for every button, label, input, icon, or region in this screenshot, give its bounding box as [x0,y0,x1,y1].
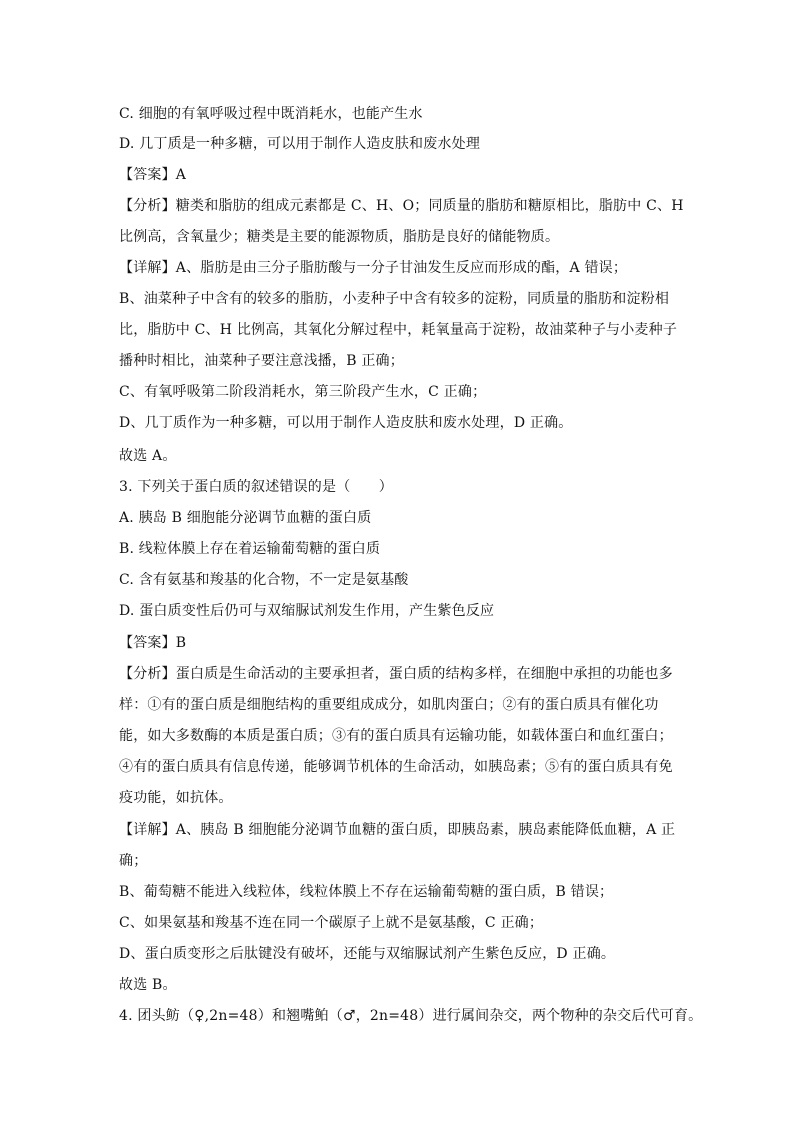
option-c-text: C. 细胞的有氧呼吸过程中既消耗水，也能产生水 [119,106,423,122]
question-3-option-d: D. 蛋白质变性后仍可与双缩脲试剂发生作用，产生紫色反应 [119,603,495,619]
question-3-stem: 3. 下列关于蛋白质的叙述错误的是（ ） [119,479,394,495]
analysis-line: 比例高，含氧量少；糖类是主要的能源物质，脂肪是良好的储能物质。 [119,229,560,245]
explanation-line: D、几丁质作为一种多糖，可以用于制作人造皮肤和废水处理，D 正确。 [119,415,573,431]
explanation-line: B、葡萄糖不能进入线粒体，线粒体膜上不存在运输葡萄糖的蛋白质，B 错误； [119,884,614,900]
conclusion-line: 故选 A。 [119,448,177,464]
analysis-line: 能，如大多数酶的本质是蛋白质；③有的蛋白质具有运输功能，如载体蛋白和血红蛋白； [119,728,673,744]
analysis-line: 【分析】蛋白质是生命活动的主要承担者，蛋白质的结构多样，在细胞中承担的功能也多 [119,666,673,682]
explanation-line: B、油菜种子中含有的较多的脂肪，小麦种子中含有较多的淀粉，同质量的脂肪和淀粉相 [119,291,670,307]
option-d-text: D. 几丁质是一种多糖，可以用于制作人造皮肤和废水处理 [119,136,481,152]
answer-line: 【答案】A [119,167,187,183]
question-4-stem: 4. 团头鲂（♀,2n=48）和翘嘴鲌（♂，2n=48）进行属间杂交，两个物种的杂交后代可育。 [119,1008,703,1024]
question-3-option-a: A. 胰岛 B 细胞能分泌调节血糖的蛋白质 [119,510,372,526]
analysis-line: 疫功能，如抗体。 [119,790,233,806]
question-3-option-c: C. 含有氨基和羧基的化合物，不一定是氨基酸 [119,572,409,588]
explanation-line: 确； [119,853,148,869]
conclusion-line: 故选 B。 [119,977,177,993]
analysis-line: 样：①有的蛋白质是细胞结构的重要组成成分，如肌肉蛋白；②有的蛋白质具有催化功 [119,697,659,713]
explanation-line: 比，脂肪中 C、H 比例高，其氧化分解过程中，耗氧量高于淀粉，故油菜种子与小麦种子 [119,322,678,338]
analysis-line: ④有的蛋白质具有信息传递，能够调节机体的生命活动，如胰岛素；⑤有的蛋白质具有免 [119,759,673,775]
analysis-line: 【分析】糖类和脂肪的组成元素都是 C、H、O；同质量的脂肪和糖原相比，脂肪中 C、H [119,198,684,214]
question-3-option-b: B. 线粒体膜上存在着运输葡萄糖的蛋白质 [119,541,381,557]
explanation-line: C、有氧呼吸第二阶段消耗水，第三阶段产生水，C 正确； [119,384,487,400]
answer-line: 【答案】B [119,635,187,651]
explanation-line: 【详解】A、脂肪是由三分子脂肪酸与一分子甘油发生反应而形成的酯，A 错误； [119,260,628,276]
explanation-line: D、蛋白质变形之后肽键没有破坏，还能与双缩脲试剂产生紫色反应，D 正确。 [119,946,616,962]
explanation-line: 【详解】A、胰岛 B 细胞能分泌调节血糖的蛋白质，即胰岛素，胰岛素能降低血糖，A 正 [119,822,676,838]
explanation-line: C、如果氨基和羧基不连在同一个碳原子上就不是氨基酸，C 正确； [119,915,544,931]
explanation-line: 播种时相比，油菜种子要注意浅播，B 正确； [119,353,404,369]
